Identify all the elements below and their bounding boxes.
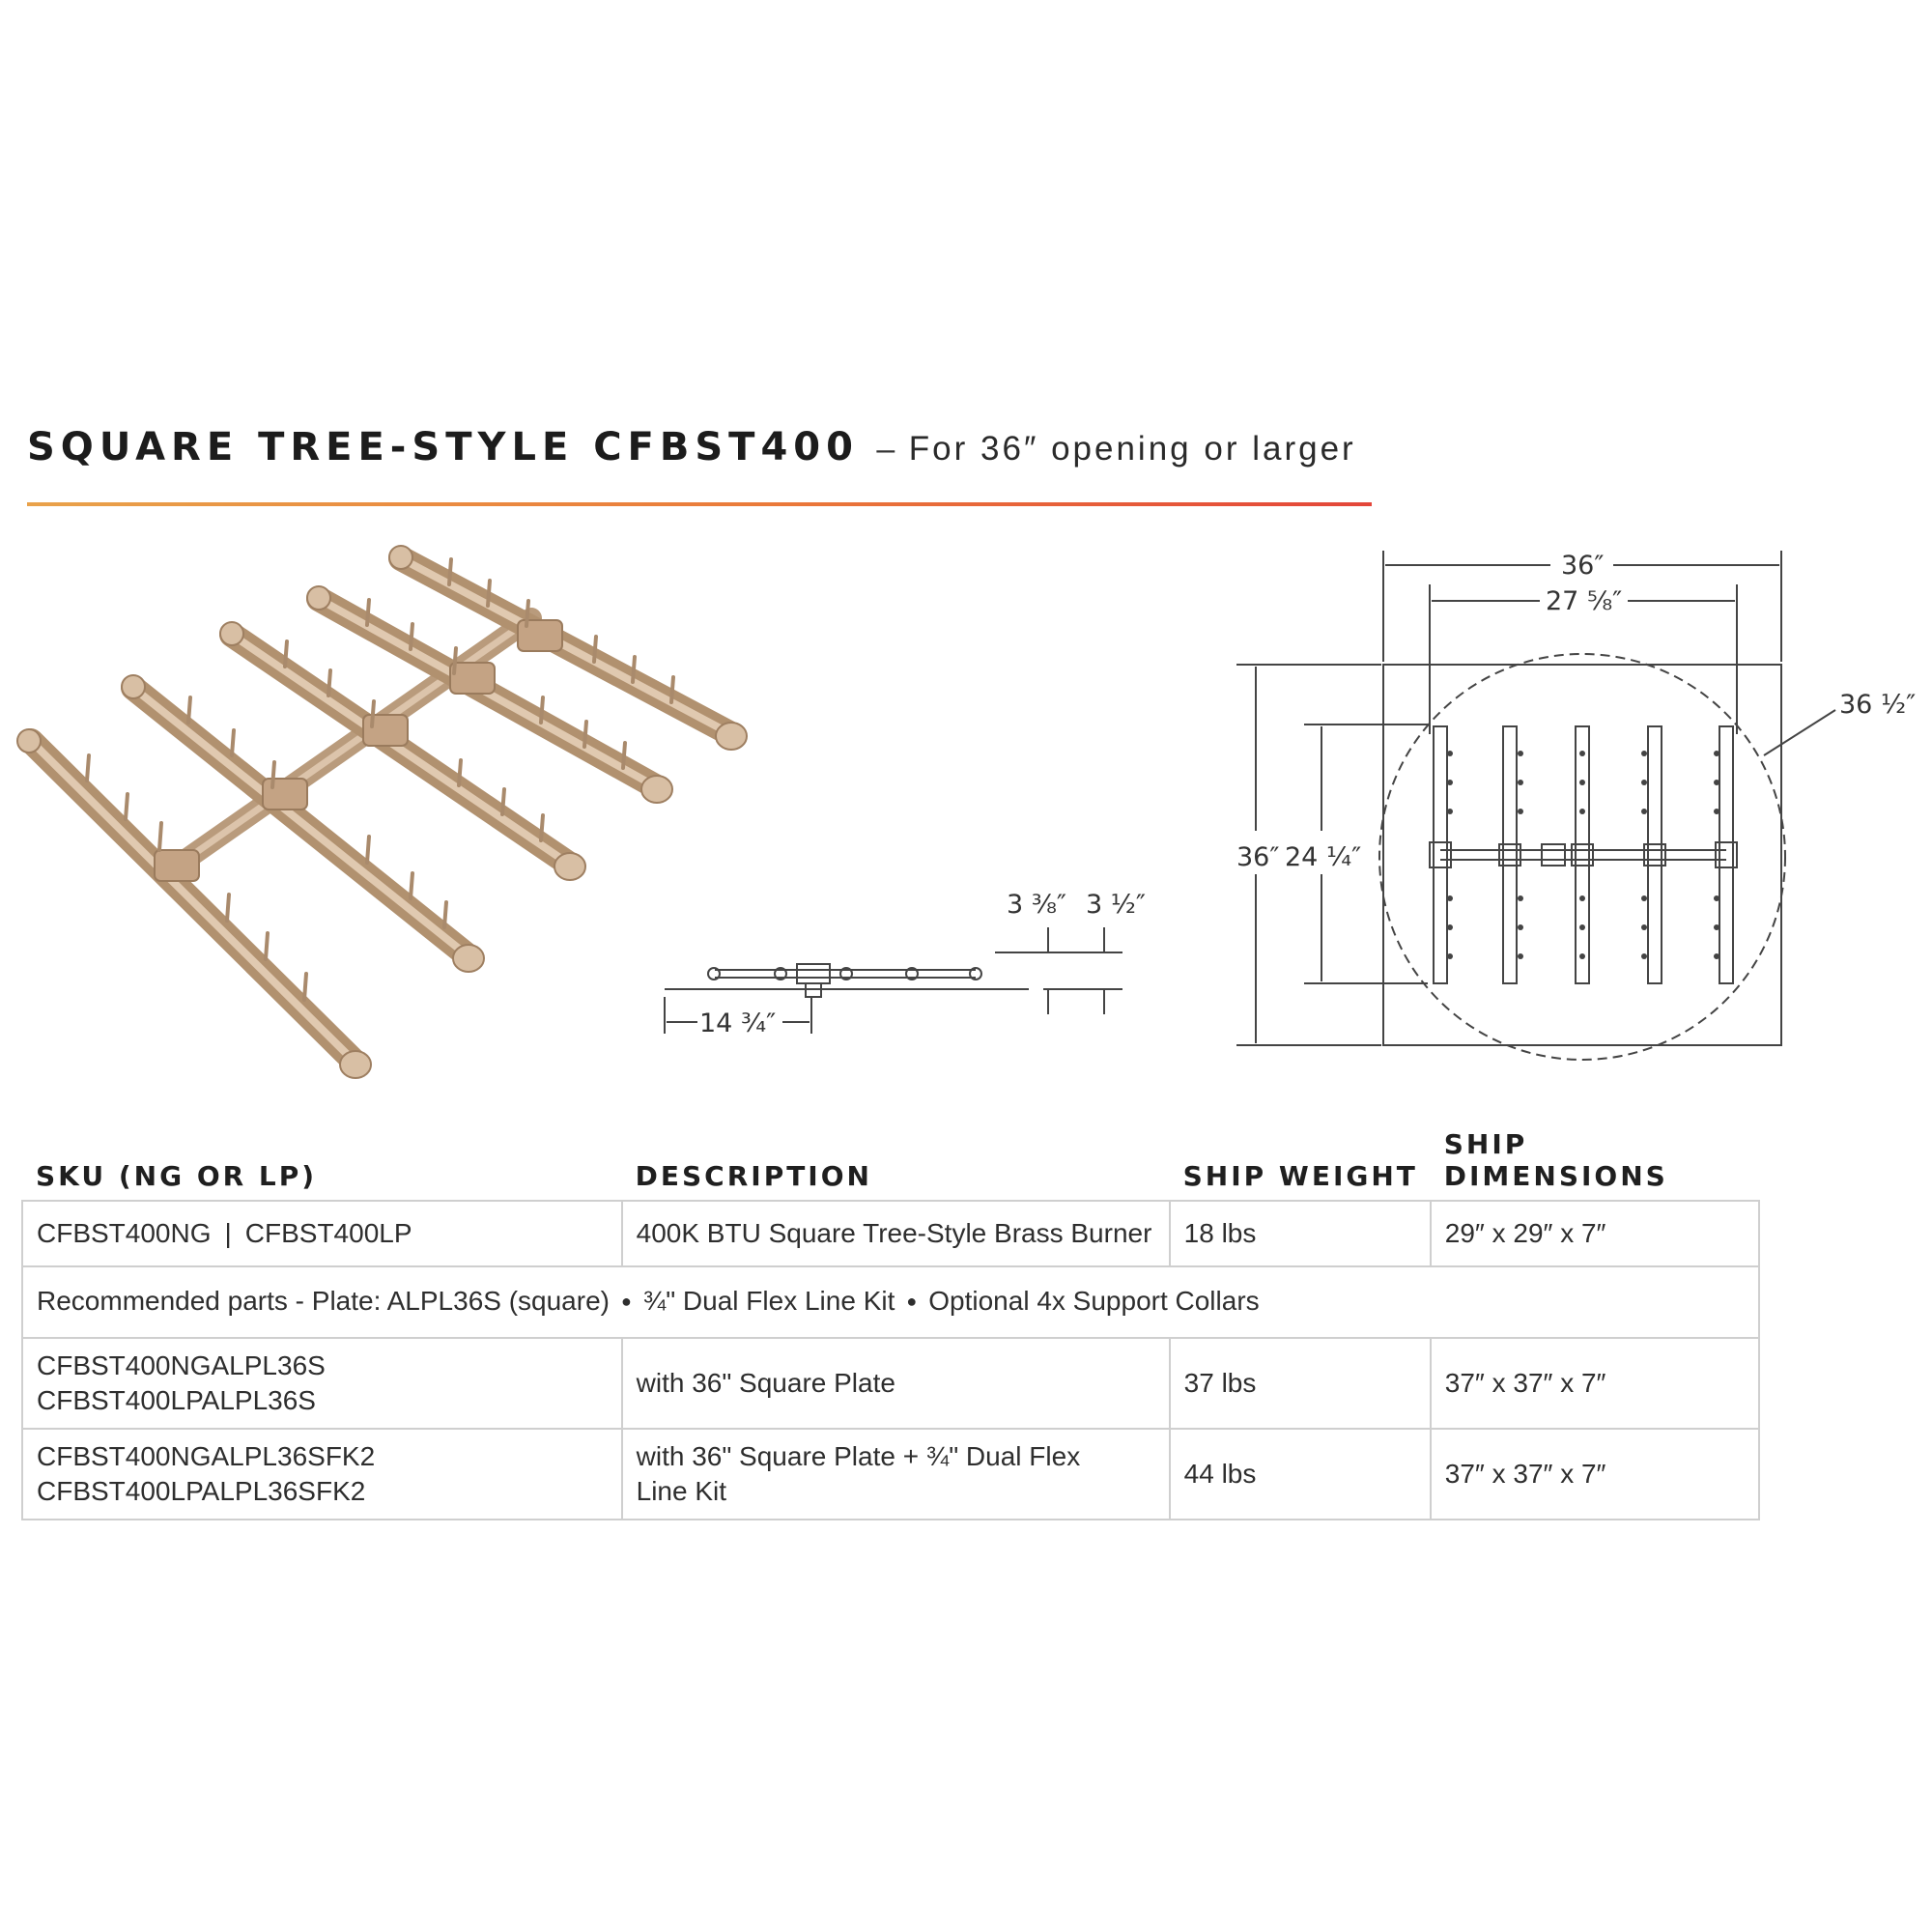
- bullet-1: ●: [620, 1291, 632, 1311]
- description-line-1: with 36" Square Plate + ¾" Dual Flex: [636, 1441, 1081, 1471]
- sku-ng: CFBST400NG: [37, 1218, 212, 1248]
- weight-cell: 18 lbs: [1170, 1201, 1431, 1266]
- dimensions-cell: 37″ x 37″ x 7″: [1431, 1429, 1759, 1520]
- weight-cell: 44 lbs: [1170, 1429, 1431, 1520]
- sku-cell: [22, 1429, 622, 1520]
- header-ship-weight: SHIP WEIGHT: [1182, 1160, 1418, 1192]
- bullet-2: ●: [906, 1291, 918, 1311]
- sku-lp: CFBST400LPALPL36SFK2: [37, 1476, 366, 1506]
- side-dim-flame-height: 3 ⅜″: [1007, 890, 1067, 920]
- dimensions-cell: 37″ x 37″ x 7″: [1431, 1338, 1759, 1429]
- dimensions-cell: 29″ x 29″ x 7″: [1431, 1201, 1759, 1266]
- top-dim-outer-width: 36″: [1561, 551, 1605, 581]
- header-description: DESCRIPTION: [635, 1160, 872, 1192]
- sku-ng: CFBST400NGALPL36S: [37, 1350, 326, 1380]
- description-cell: [622, 1429, 1170, 1520]
- top-dim-burner-height: 24 ¼″: [1285, 842, 1362, 872]
- product-title: SQUARE TREE-STYLE CFBST400: [27, 425, 859, 469]
- top-view-diagram: [1236, 551, 1835, 1060]
- table-header-row: [22, 1128, 1759, 1201]
- sku-separator: |: [224, 1218, 232, 1248]
- recommended-parts-row: [22, 1266, 1759, 1338]
- sku-lp: CFBST400LPALPL36S: [37, 1385, 316, 1415]
- recommended-flex-line: ¾" Dual Flex Line Kit: [642, 1285, 895, 1316]
- recommended-plate: Recommended parts - Plate: ALPL36S (square): [37, 1285, 610, 1316]
- recommended-collars: Optional 4x Support Collars: [928, 1285, 1260, 1316]
- weight-cell: 37 lbs: [1170, 1338, 1431, 1429]
- table-row: [22, 1201, 1759, 1266]
- spec-table: [21, 1128, 1760, 1520]
- header-sku: SKU (NG OR LP): [36, 1160, 318, 1192]
- title-dash: –: [876, 431, 895, 468]
- product-subtitle: For 36″ opening or larger: [908, 430, 1356, 468]
- recommended-parts-cell: [22, 1266, 1759, 1338]
- description-line-2: Line Kit: [636, 1476, 727, 1506]
- burner-illustration: [17, 546, 747, 1078]
- side-dim-half-width: 14 ¾″: [699, 1009, 777, 1038]
- header-ship-dimensions: SHIP DIMENSIONS: [1443, 1128, 1668, 1192]
- sku-cell: [22, 1201, 622, 1266]
- description-cell: 400K BTU Square Tree-Style Brass Burner: [622, 1201, 1170, 1266]
- description-cell: with 36" Square Plate: [622, 1338, 1170, 1429]
- sku-cell: [22, 1338, 622, 1429]
- table-row: [22, 1338, 1759, 1429]
- side-dim-total-height: 3 ½″: [1086, 890, 1147, 920]
- top-dim-circle-diameter: 36 ½″: [1839, 690, 1917, 720]
- sku-ng: CFBST400NGALPL36SFK2: [37, 1441, 376, 1471]
- sku-lp: CFBST400LP: [244, 1218, 412, 1248]
- top-dim-outer-height: 36″: [1236, 842, 1280, 872]
- table-row: [22, 1429, 1759, 1520]
- top-view-ports: [1447, 751, 1719, 959]
- top-dim-burner-width: 27 ⅝″: [1546, 586, 1623, 616]
